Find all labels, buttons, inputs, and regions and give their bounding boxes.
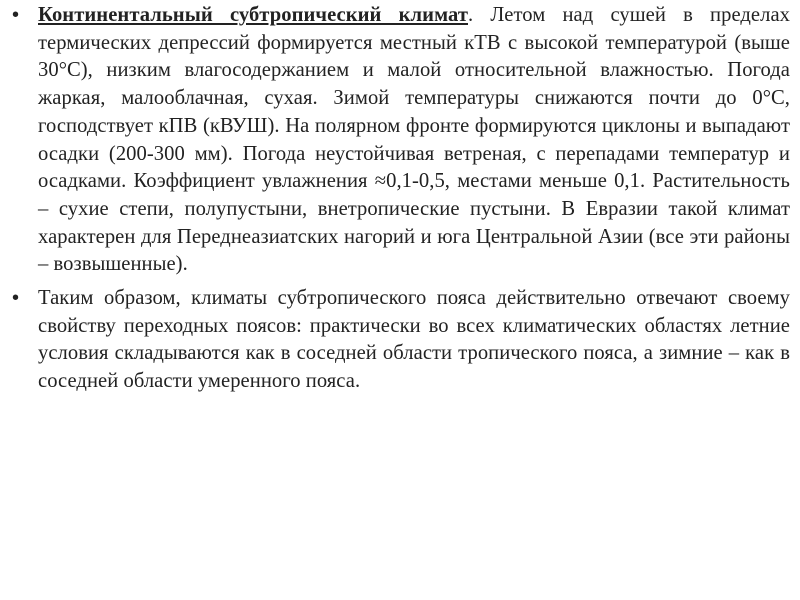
bullet-continental-climate: [10, 2, 790, 279]
conclusion-text: Таким образом, климаты субтропического пояса действительно отвечают своему свойству переходных поясов: практически во всех климатических областях летние условия складываются как в соседней области тропического пояса, а зимние – как в соседней области умеренного пояса.: [38, 287, 790, 393]
climate-term-heading: Континентальный субтропический климат: [38, 4, 468, 26]
bullet-conclusion: [10, 285, 790, 396]
bullet-marker: •: [12, 287, 20, 310]
bullet-list: [10, 2, 790, 396]
climate-description: . Летом над сушей в пределах термических депрессий формируется местный кТВ с высокой температурой (выше 30°С), низким влагосодержанием и малой относительной влажностью. Погода жаркая, малооблачная, сухая. Зимой температуры снижаются почти до 0°С, господствует кПВ (кВУШ). На полярном фронте формируются циклоны и выпадают осадки (200-300 мм). Погода неустойчивая ветреная, с перепадами температур и осадками. Коэффициент увлажнения ≈0,1-0,5, местами меньше 0,1. Растительность – сухие степи, полупустыни, внетропические пустыни. В Евразии такой климат характерен для Переднеазиатских нагорий и юга Центральной Азии (все эти районы – возвышенные).: [38, 4, 790, 276]
bullet-marker: •: [12, 4, 20, 26]
